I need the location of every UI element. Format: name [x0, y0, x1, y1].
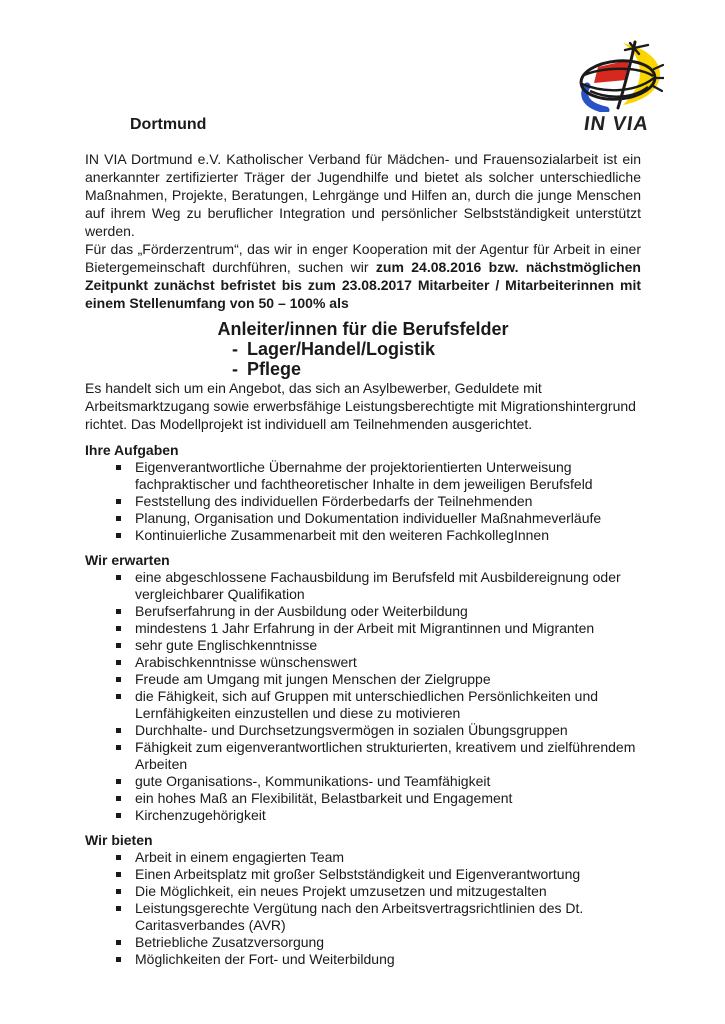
benefit-item: Leistungsgerechte Vergütung nach den Arbeitsvertragsrichtlinien des Dt. Caritasverbandes (AVR)	[135, 900, 641, 934]
job-field-item: - Lager/Handel/Logistik	[232, 339, 641, 359]
location-label: Dortmund	[130, 116, 207, 133]
invia-logo-text: IN VIA	[582, 113, 651, 135]
invia-logo	[578, 40, 666, 136]
benefits-list	[85, 849, 641, 968]
benefit-item: Möglichkeiten der Fort- und Weiterbildung	[135, 951, 641, 968]
expectation-item: die Fähigkeit, sich auf Gruppen mit unterschiedlichen Persönlichkeiten und Lernfähigkeiten einzustellen und diese zu motivieren	[135, 688, 641, 722]
expectation-item: Fähigkeit zum eigenverantwortlichen strukturierten, kreativem und zielführendem Arbeiten	[135, 739, 641, 773]
expectation-item: Berufserfahrung in der Ausbildung oder Weiterbildung	[135, 603, 641, 620]
section-heading: Wir erwarten	[85, 552, 170, 568]
section-benefits	[85, 831, 641, 968]
job-title-block	[85, 319, 641, 379]
section-expectations	[85, 551, 641, 824]
expectation-item: Freude am Umgang mit jungen Menschen der Zielgruppe	[135, 671, 641, 688]
expectation-item: Kirchenzugehörigkeit	[135, 807, 641, 824]
section-heading: Wir bieten	[85, 832, 153, 848]
job-fields-list	[232, 339, 641, 379]
benefit-item: Einen Arbeitsplatz mit großer Selbstständigkeit und Eigenverantwortung	[135, 866, 641, 883]
benefit-item: Betriebliche Zusatzversorgung	[135, 934, 641, 951]
expectation-item: eine abgeschlossene Fachausbildung im Berufsfeld mit Ausbildereignung oder vergleichbarer Qualifikation	[135, 569, 641, 603]
task-item: Feststellung des individuellen Förderbedarfs der Teilnehmenden	[135, 493, 641, 510]
expectation-item: gute Organisations-, Kommunikations- und Teamfähigkeit	[135, 773, 641, 790]
document-body	[85, 150, 641, 968]
task-item: Eigenverantwortliche Übernahme der projektorientierten Unterweisung fachpraktischer und fachtheoretischer Inhalte in dem jeweiligen Berufsfeld	[135, 459, 641, 493]
job-title: Anleiter/innen für die Berufsfelder	[217, 319, 509, 339]
section-heading: Ihre Aufgaben	[85, 442, 179, 458]
position-paragraph	[85, 240, 641, 312]
expectation-item: Arabischkenntnisse wünschenswert	[135, 654, 641, 671]
target-group-paragraph: Es handelt sich um ein Angebot, das sich an Asylbewerber, Geduldete mit Arbeitsmarktzugang sowie erwerbsfähige Leistungsberechtigte mit Migrationshintergrund richtet. Das Modellprojekt ist individuell am Teilnehmenden ausgerichtet.	[85, 380, 636, 432]
section-tasks	[85, 441, 641, 544]
expectation-item: mindestens 1 Jahr Erfahrung in der Arbeit mit Migrantinnen und Migranten	[135, 620, 641, 637]
intro-paragraph: IN VIA Dortmund e.V. Katholischer Verband für Mädchen- und Frauensozialarbeit ist ein anerkannter zertifizierter Träger der Jugendhilfe und bietet als solcher unterschiedliche Maßnahmen, Projekte, Beratungen, Lehrgänge und Hilfen an, durch die junge Menschen auf ihrem Weg zu beruflicher Integration und persönlicher Selbstständigkeit unterstützt werden.	[85, 151, 641, 239]
expectation-item: sehr gute Englischkenntnisse	[135, 637, 641, 654]
tasks-list	[85, 459, 641, 544]
position-emphasis: zum 24.08.2016 bzw. nächstmöglichen Zeitpunkt zunächst befristet bis zum 23.08.2017 Mitarbeiter / Mitarbeiterinnen mit einem Stellenumfang von 50 – 100% als	[85, 259, 641, 311]
job-field-item: - Pflege	[232, 359, 641, 379]
position-lead: Für das „Förderzentrum“, das wir in enger Kooperation mit der Agentur für Arbeit in einer Bietergemeinschaft durchführen, suchen wir	[85, 241, 641, 275]
invia-globe-icon	[578, 40, 664, 112]
expectation-item: Durchhalte- und Durchsetzungsvermögen in sozialen Übungsgruppen	[135, 722, 641, 739]
task-item: Planung, Organisation und Dokumentation individueller Maßnahmeverläufe	[135, 510, 641, 527]
benefit-item: Die Möglichkeit, ein neues Projekt umzusetzen und mitzugestalten	[135, 883, 641, 900]
task-item: Kontinuierliche Zusammenarbeit mit den weiteren FachkollegInnen	[135, 527, 641, 544]
expectation-item: ein hohes Maß an Flexibilität, Belastbarkeit und Engagement	[135, 790, 641, 807]
benefit-item: Arbeit in einem engagierten Team	[135, 849, 641, 866]
expectations-list	[85, 569, 641, 824]
